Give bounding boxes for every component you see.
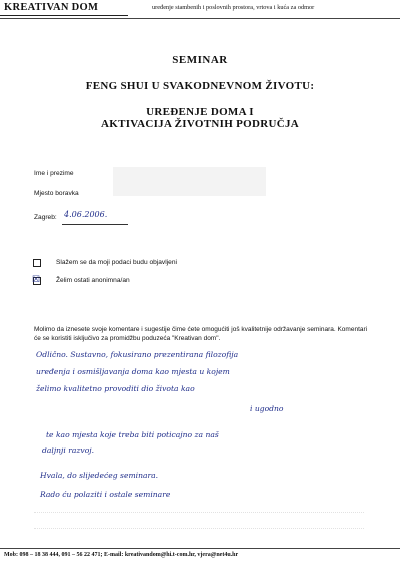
comment-guide-line (34, 528, 364, 529)
redacted-personal-info (113, 167, 266, 196)
brand-name: KREATIVAN DOM (4, 2, 99, 13)
date-underline (62, 224, 128, 225)
seminar-title: FENG SHUI U SVAKODNEVNOM ŽIVOTU: (85, 80, 315, 92)
handwritten-comment-line: uređenja i osmišljavanja doma kao mjesta u kojem (36, 367, 230, 376)
name-label: Ime i prezime (34, 170, 74, 177)
date-value: 4.06.2006. (64, 210, 108, 219)
footer-divider (0, 548, 400, 549)
footer-contact: Mob: 098 – 18 38 444, 091 – 56 22 471; E-mail: kreativandom@hi.t-com.hr, vjera@net4u.hr (4, 552, 239, 558)
document-label: SEMINAR (172, 54, 228, 66)
seminar-subtitle-line1: UREĐENJE DOMA I (146, 106, 254, 118)
anonymous-label: Želim ostati anonimna/an (56, 277, 130, 284)
handwritten-comment-line: te kao mjesta koje treba biti poticajno za naš (46, 430, 219, 439)
brand-underline (0, 15, 128, 16)
comment-guide-line (34, 512, 364, 513)
comments-instructions: Molimo da iznesete svoje komentare i sugestije čime ćete omogućiti još kvalitetnije održavanje seminara. Komentari će se koristiti isključivo za promidžbu poduzeća "Kreativan dom". (34, 326, 368, 342)
date-label: Zagreb: (34, 214, 57, 221)
handwritten-comment-line: i ugodno (250, 404, 284, 413)
handwritten-comment-line: Odlično. Sustavno, fokusirano prezentirana filozofija (36, 350, 239, 359)
company-tagline: uređenje stambenih i poslovnih prostora, vrtova i kuća za odmor (152, 4, 315, 11)
handwritten-comment-line: Rado ću polaziti i ostale seminare (40, 490, 171, 499)
residence-label: Mjesto boravka (34, 190, 79, 197)
seminar-subtitle-line2: AKTIVACIJA ŽIVOTNIH PODRUČJA (100, 118, 300, 130)
handwritten-comment-line: Hvala, do slijedećeg seminara. (40, 471, 159, 480)
handwritten-comment-line: želimo kvalitetno provoditi dio života kao (36, 384, 195, 393)
checkbox-x-mark-icon: ☒ (32, 274, 41, 284)
header-divider (0, 18, 400, 19)
consent-publish-checkbox[interactable] (33, 259, 41, 267)
handwritten-comment-line: daljnji razvoj. (42, 446, 95, 455)
consent-publish-label: Slažem se da moji podaci budu objavljeni (56, 259, 177, 266)
